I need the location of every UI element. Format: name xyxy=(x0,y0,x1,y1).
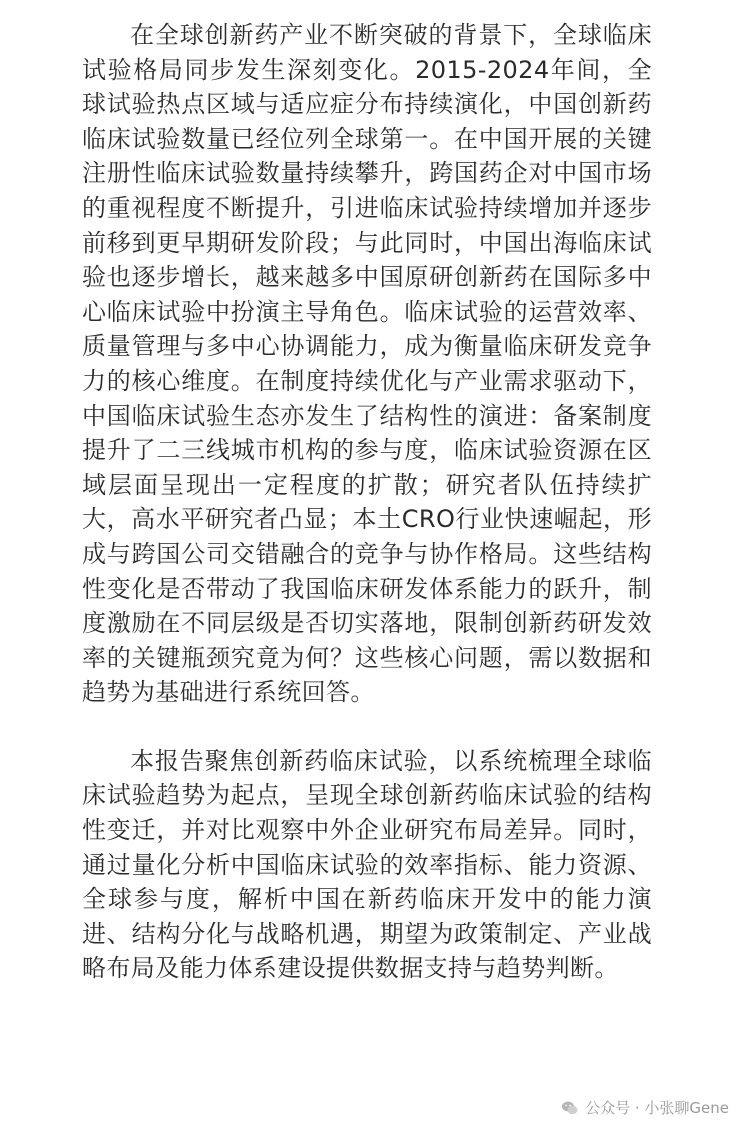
paragraph-2: 本报告聚焦创新药临床试验，以系统梳理全球临床试验趋势为起点，呈现全球创新药临床试验的结构性变迁，并对比观察中外企业研究布局差异。同时，通过量化分析中国临床试验的效率指标、能力资源、全球参与度，解析中国在新药临床开发中的能力演进、结构分化与战略机遇，期望为政策制定、产业战略布局及能力体系建设提供数据支持与趋势判断。 xyxy=(82,746,652,983)
paragraph-1: 在全球创新药产业不断突破的背景下，全球临床试验格局同步发生深刻变化。2015-2024年间，全球试验热点区域与适应症分布持续演化，中国创新药临床试验数量已经位列全球第一。在中国开展的关键注册性临床试验数量持续攀升，跨国药企对中国市场的重视程度不断提升，引进临床试验持续增加并逐步前移到更早期研发阶段；与此同时，中国出海临床试验也逐步增长，越来越多中国原研创新药在国际多中心临床试验中扮演主导角色。临床试验的运营效率、质量管理与多中心协调能力，成为衡量临床研发竞争力的核心维度。在制度持续优化与产业需求驱动下，中国临床试验生态亦发生了结构性的演进：备案制度提升了二三线城市机构的参与度，临床试验资源在区域层面呈现出一定程度的扩散；研究者队伍持续扩大，高水平研究者凸显；本土CRO行业快速崛起，形成与跨国公司交错融合的竞争与协作格局。这些结构性变化是否带动了我国临床研发体系能力的跃升，制度激励在不同层级是否切实落地，限制创新药研发效率的关键瓶颈究竟为何？这些核心问题，需以数据和趋势为基础进行系统回答。 xyxy=(82,21,652,707)
article-body xyxy=(82,18,652,986)
watermark xyxy=(557,1095,733,1120)
watermark-text: 公众号 · 小张聊Gene xyxy=(585,1099,729,1117)
wechat-icon xyxy=(561,1099,579,1117)
